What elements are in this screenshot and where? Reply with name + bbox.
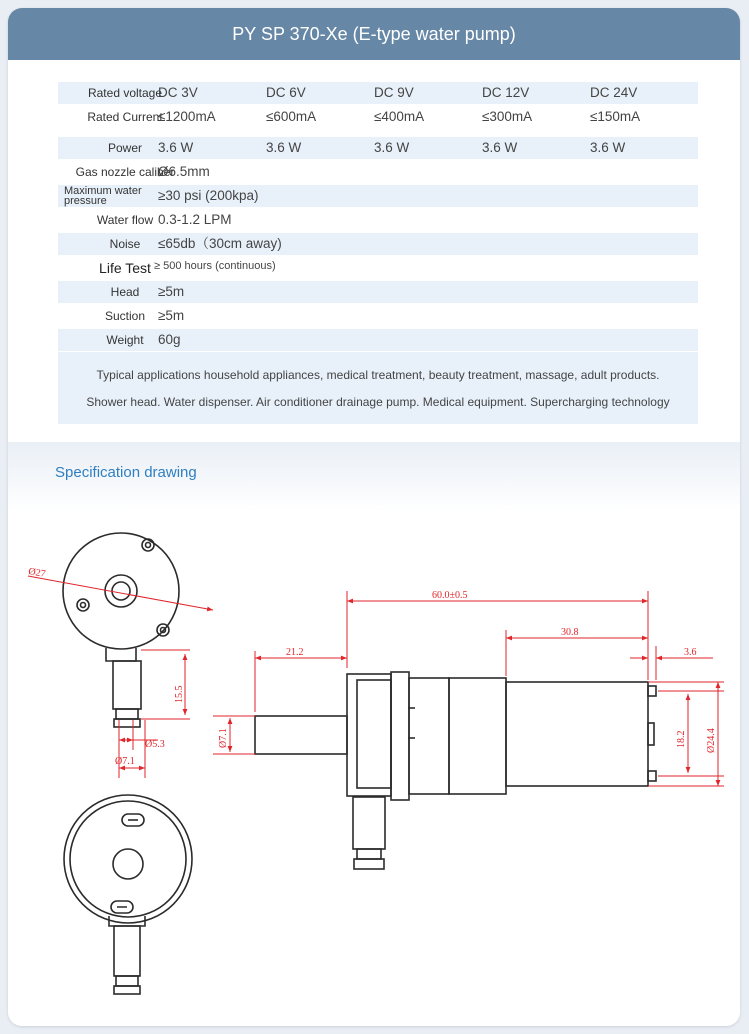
dim-label-308: 30.8 <box>561 627 579 638</box>
value-cell: DC 6V <box>266 85 306 100</box>
value-cell: ≤1200mA <box>158 109 216 124</box>
value-cell: ≤65db（30cm away) <box>158 236 282 251</box>
row-label: Water flow <box>96 213 154 227</box>
value-cell: ≤300mA <box>482 109 533 124</box>
value-cell: 3.6 W <box>266 140 302 155</box>
value-cell: DC 12V <box>482 85 530 100</box>
value-cell: ≥5m <box>158 284 185 299</box>
value-cell: 3.6 W <box>482 140 518 155</box>
value-cell: 3.6 W <box>374 140 410 155</box>
dim-label-d27: Ø27 <box>27 566 47 580</box>
value-cell: ≥5m <box>158 308 185 323</box>
value-cell: 3.6 W <box>158 140 194 155</box>
row-label: Power <box>107 141 142 155</box>
value-cell: 3.6 W <box>590 140 626 155</box>
dim-label-d244: Ø24.4 <box>706 728 717 753</box>
pump-bottom-view <box>64 795 192 994</box>
specification-drawing <box>8 8 740 1026</box>
pump-top-view <box>63 533 179 727</box>
dim-label-155: 15.5 <box>174 685 185 703</box>
value-cell: DC 3V <box>158 85 198 100</box>
section-title: Specification drawing <box>55 464 197 481</box>
spec-card <box>8 8 740 1026</box>
dim-label-d53: Ø5.3 <box>145 739 165 750</box>
row-label-line1: Maximum water <box>64 185 142 197</box>
value-cell: ≥ 500 hours (continuous) <box>154 260 276 272</box>
value-cell: 0.3-1.2 LPM <box>158 212 232 227</box>
page-title: PY SP 370-Xe (E-type water pump) <box>8 8 740 60</box>
value-cell: ≥30 psi (200kpa) <box>158 188 259 203</box>
dim-label-212: 21.2 <box>286 647 304 658</box>
row-label: Life Test <box>99 260 151 276</box>
row-label: Noise <box>109 237 141 251</box>
row-label: Head <box>110 285 140 299</box>
value-cell: DC 9V <box>374 85 414 100</box>
row-label: Weight <box>106 333 144 347</box>
dim-label-182: 18.2 <box>676 730 687 748</box>
value-cell: DC 24V <box>590 85 638 100</box>
value-cell: ≤150mA <box>590 109 641 124</box>
dim-label-d71-bottom: Ø7.1 <box>115 756 135 767</box>
row-label: Rated voltage <box>87 86 163 100</box>
dim-label-36: 3.6 <box>684 647 697 658</box>
row-label: Suction <box>104 309 146 323</box>
dimension-labels <box>27 566 717 767</box>
value-cell: ≤400mA <box>374 109 425 124</box>
dim-label-d71-side: Ø7.1 <box>218 728 229 748</box>
row-label: Gas nozzle caliber <box>75 165 175 179</box>
row-label: Rated Current <box>87 110 163 124</box>
applications-line-2: Shower head. Water dispenser. Air conditioner drainage pump. Medical equipment. Supercharging technology <box>86 395 670 409</box>
pump-side-view <box>255 672 656 869</box>
value-cell: ≤600mA <box>266 109 317 124</box>
dim-label-60: 60.0±0.5 <box>432 590 468 601</box>
value-cell: Ø6.5mm <box>158 164 210 179</box>
row-label-line2: pressure <box>64 195 107 207</box>
applications-line-1: Typical applications household appliances, medical treatment, beauty treatment, massage, adult products. <box>96 368 660 382</box>
value-cell: 60g <box>158 332 181 347</box>
